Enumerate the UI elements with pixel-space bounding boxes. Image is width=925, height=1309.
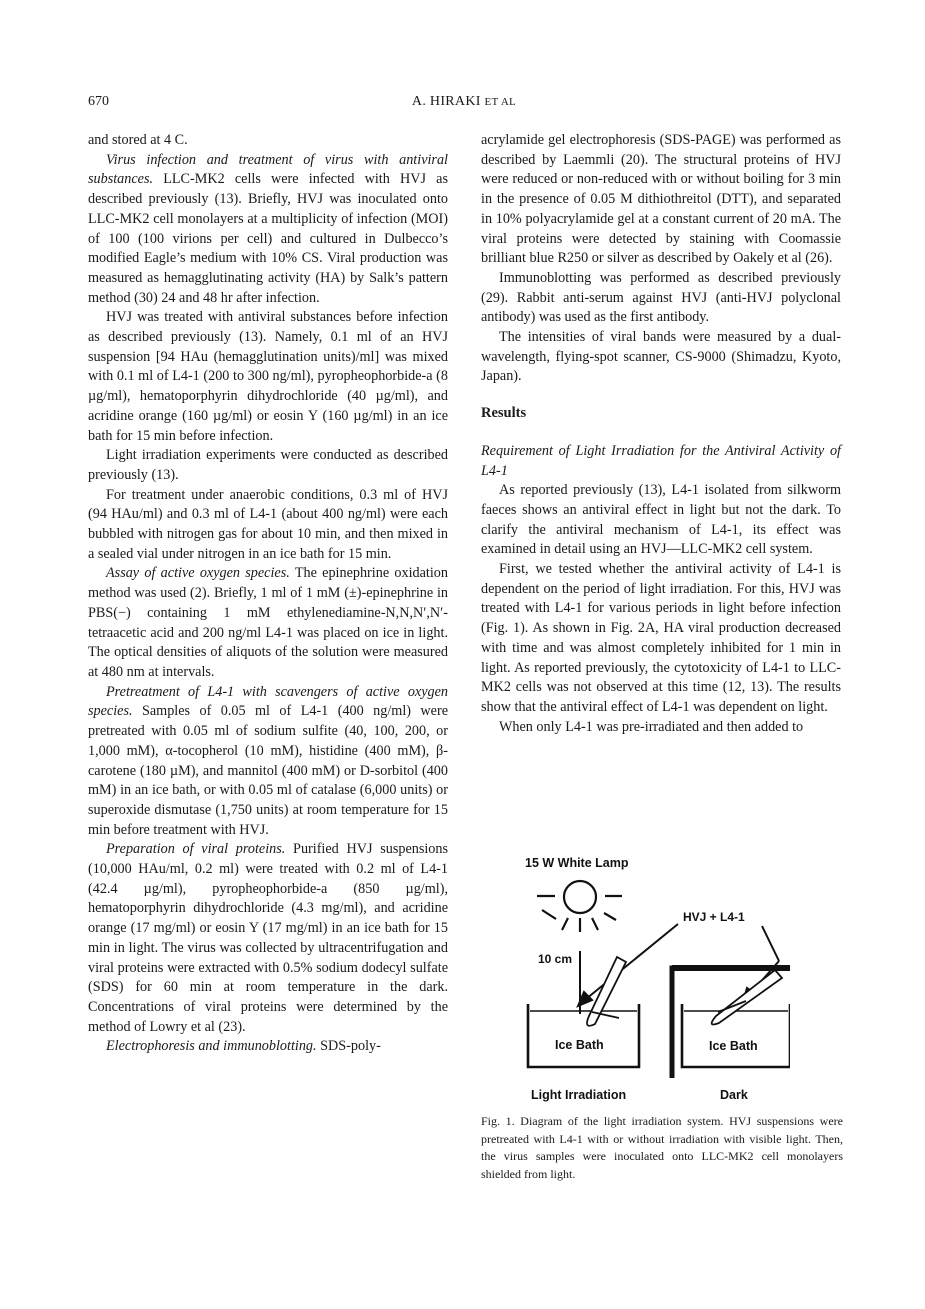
paragraph: Virus infection and treatment of virus with antiviral substances. LLC-MK2 cells were infected with HVJ as described previously (13). Briefly, HVJ was inoculated onto LLC-MK2 cell monolayers at a multiplicity of infection (MOI) of 100 (100 virions per cell) and cultured in Dulbecco’s modified Eagle’s medium with 10% CS. Viral production was measured as hemagglutinating activity (HA) by Salk’s pattern method (30) 24 and 48 hr after infection. (88, 151, 448, 306)
bath-label-right: Ice Bath (709, 1039, 758, 1053)
paragraph: Preparation of viral proteins. Purified HVJ suspensions (10,000 HAu/ml, 0.2 ml) were treated with 0.2 ml of L4-1 (42.4 µg/ml), pyropheophorbide-a (850 µg/ml), hematoporphyrin dihydrochloride (4.3 mg/ml), and acridine orange (17 mg/ml) or eosin Y (17 mg/ml) in an ice bath for 15 min in light. The virus was collected by ultracentrifugation and viral proteins were extracted with 0.5% sodium dodecyl sulfate (SDS) for 60 min at room temperature in the dark. Concentrations of viral proteins were determined by the method of Lowry et al (23). (88, 841, 449, 1035)
paragraph: acrylamide gel electrophoresis (SDS-PAGE) was performed as described by Laemmli (20). The structural proteins of HVJ were reduced or non-reduced with or without boiling for 3 min in the presence of 0.05 M dithiothreitol (DTT), and separated in 10% polyacrylamide gel at a constant current of 20 mA. The viral proteins were detected by staining with Coomassie brilliant blue R250 or silver as described by Oakely et al (26). (481, 132, 841, 267)
paragraph: Assay of active oxygen species. The epinephrine oxidation method was used (2). Briefly, 1 ml of 1 mM (±)-epinephrine in PBS(−) containing 1 mM ethylenediamine-N,N,N′,N′-tetraacetic acid and 200 ng/ml L4-1 was placed on ice in light. The optical densities of aliquots of the solution were measured at 480 nm at intervals. (88, 565, 448, 680)
right-column (481, 131, 841, 737)
paragraph: The intensities of viral bands were measured by a dual-wavelength, flying-spot scanner, CS-9000 (Shimadzu, Kyoto, Japan). (481, 329, 841, 385)
paragraph: and stored at 4 C. (88, 132, 188, 148)
lamp-icon (537, 881, 622, 932)
paragraph: HVJ was treated with antiviral substances before infection as described previously (13). Namely, 0.1 ml of an HVJ suspension [94 HAu (hemagglutination units)/ml] was mixed with 0.1 ml of L4-1 (200 to 300 ng/ml), pyropheophorbide-a (8 µg/ml), hematoporphyrin dihydrochloride (40 µg/ml), and acridine orange (160 µg/ml) or eosin Y (160 µg/ml) in an ice bath for 15 min before infection. (88, 309, 448, 444)
run-in-heading: Preparation of viral proteins. (106, 841, 286, 858)
test-tube-dark (712, 970, 782, 1024)
paragraph: As reported previously (13), L4-1 isolated from silkworm faeces shows an antiviral effect in light but not the dark. To clarify the antiviral mechanism of L4-1, its effect was examined in detail using an HVJ—LLC-MK2 cell system. (481, 482, 841, 558)
light-irradiation-diagram (500, 852, 790, 1107)
light-ice-bath (528, 1004, 639, 1067)
paragraph: First, we tested whether the antiviral activity of L4-1 is dependent on the period of light irradiation. For this, HVJ was treated with L4-1 for various periods in light before infection (Fig. 1). As shown in Fig. 2A, HA viral production decreased with time and was almost completely inhibited for 1 min in light. As reported previously, the cytotoxicity of L4-1 to LLC-MK2 cells was not observed at this time (12, 13). The results show that the antiviral effect of L4-1 was dependent on light. (481, 561, 841, 715)
condition-label-light: Light Irradiation (531, 1088, 627, 1102)
lamp-label: 15 W White Lamp (525, 856, 629, 870)
figure-1 (500, 852, 790, 1107)
page-number: 670 (88, 94, 109, 109)
figure-caption: Fig. 1. Diagram of the light irradiation system. HVJ suspensions were pretreated with L4-1 with or without irradiation with visible light. Then, the virus samples were inoculated onto LLC-MK2 cell monolayers shielded from light. (481, 1114, 843, 1181)
test-tube-light (587, 957, 626, 1026)
run-in-heading: Assay of active oxygen species. (106, 565, 290, 582)
run-in-heading: Virus infection and treatment of virus with antiviral substances. (88, 151, 448, 188)
page-header (88, 94, 840, 114)
section-title: Results (481, 405, 527, 422)
bath-label-left: Ice Bath (555, 1038, 604, 1052)
run-in-heading: Electrophoresis and immunoblotting. (106, 1038, 317, 1055)
paragraph: Light irradiation experiments were conducted as described previously (13). (88, 447, 448, 483)
run-in-heading: Pretreatment of L4-1 with scavengers of active oxygen species. (88, 683, 448, 720)
condition-label-dark: Dark (720, 1088, 748, 1102)
running-head: A. HIRAKI ET AL (411, 94, 517, 109)
subsection-title: Requirement of Light Irradiation for the Antiviral Activity of L4-1 (481, 442, 841, 479)
dark-ice-bath (682, 1004, 790, 1067)
paragraph: Electrophoresis and immunoblotting. SDS-poly- (106, 1038, 381, 1055)
paragraph: Pretreatment of L4-1 with scavengers of active oxygen species. Samples of 0.05 ml of L4-1 (400 ng/ml) were pretreated with 0.05 ml of sodium sulfite (40, 100, 200, or 1,000 mM), α-tocopherol (10 mM), histidine (400 mM), β-carotene (180 µM), and mannitol (400 mM) or D-sorbitol (400 mM) in an ice bath, or with 0.05 ml of catalase (6,000 units) or superoxide dismutase (1,750 units) at room temperature for 15 min before treatment with HVJ. (88, 683, 448, 838)
sample-label: HVJ + L4-1 (683, 910, 745, 924)
paragraph: For treatment under anaerobic conditions, 0.3 ml of HVJ (94 HAu/ml) and 0.3 ml of L4-1 (about 400 ng/ml) were each bubbled with nitrogen gas for about 10 min, and then mixed in a sealed vial under nitrogen in an ice bath for 15 min. (88, 486, 448, 562)
distance-label: 10 cm (538, 952, 573, 966)
left-column (88, 131, 448, 1057)
paragraph: When only L4-1 was pre-irradiated and then added to (499, 718, 804, 735)
paragraph: Immunoblotting was performed as described previously (29). Rabbit anti-serum against HVJ (anti-HVJ polyclonal antibody) was used as the first antibody. (481, 269, 841, 326)
